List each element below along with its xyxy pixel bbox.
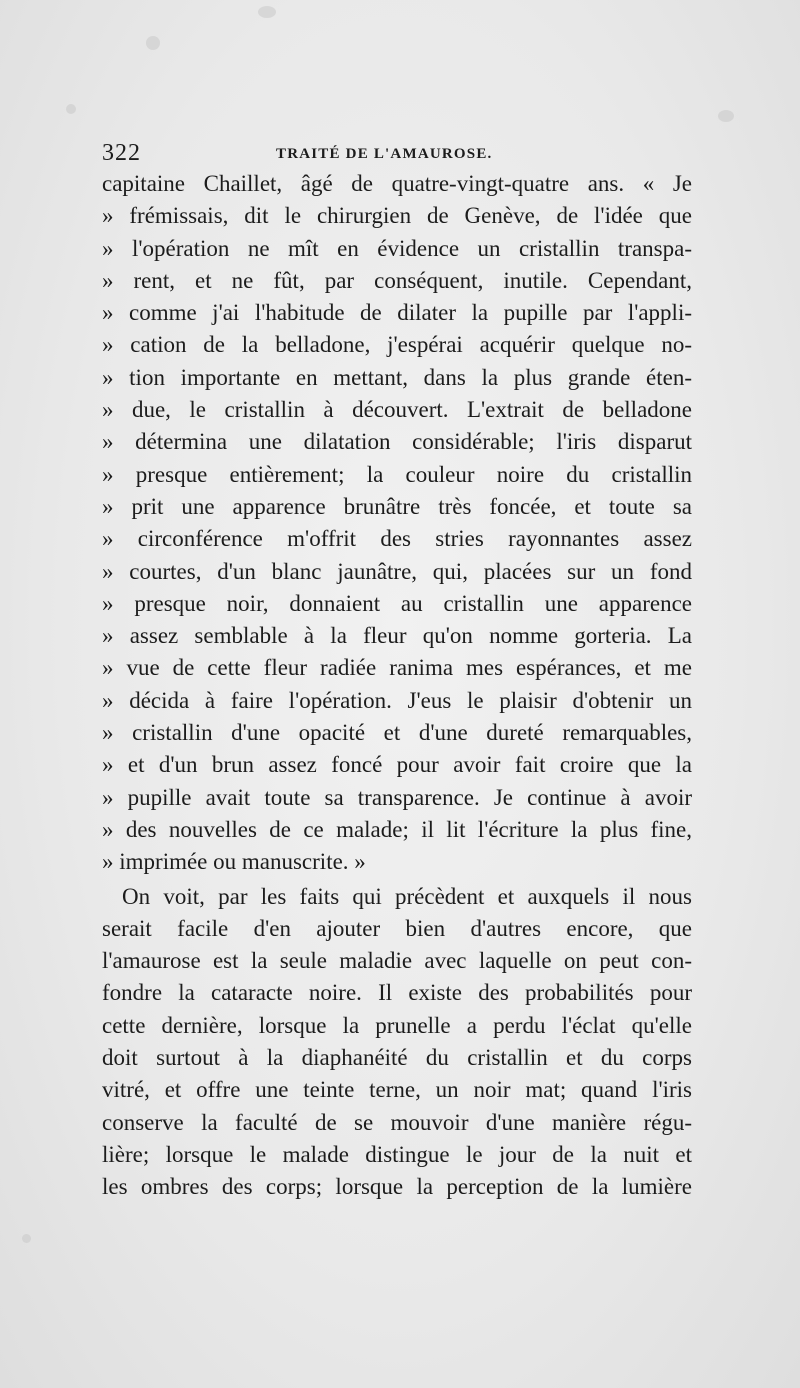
text-line: » tion importante en mettant, dans la plus grande éten-	[102, 364, 692, 390]
paper-speck	[146, 36, 160, 50]
text-line: » cristallin d'une opacité et d'une dureté remarquables,	[102, 720, 692, 746]
text-line: » l'opération ne mît en évidence un cristallin transpa-	[102, 235, 692, 261]
text-line: l'amaurose est la seule maladie avec laquelle on peut con-	[102, 948, 692, 974]
page-number: 322	[102, 140, 141, 166]
text-line: » vue de cette fleur radiée ranima mes espérances, et me	[102, 655, 692, 681]
text-line: » prit une apparence brunâtre très foncée, et toute sa	[102, 493, 692, 519]
text-line: » cation de la belladone, j'espérai acquérir quelque no-	[102, 332, 692, 358]
text-line: doit surtout à la diaphanéité du cristallin et du corps	[102, 1045, 692, 1071]
text-line: » des nouvelles de ce malade; il lit l'écriture la plus fine,	[102, 816, 692, 842]
text-line: les ombres des corps; lorsque la perception de la lumière	[102, 1174, 692, 1200]
text-line: » assez semblable à la fleur qu'on nomme gorteria. La	[102, 623, 692, 649]
text-line: » frémissais, dit le chirurgien de Genève, de l'idée que	[102, 203, 692, 229]
paper-speck	[258, 6, 276, 18]
paragraph-first-line: On voit, par les faits qui précèdent et auxquels il nous	[122, 883, 692, 909]
running-title: TRAITÉ DE L'AMAUROSE.	[276, 146, 493, 162]
text-line: fondre la cataracte noire. Il existe des probabilités pour	[102, 980, 692, 1006]
text-line: serait facile d'en ajouter bien d'autres encore, que	[102, 915, 692, 941]
page-header	[102, 140, 692, 168]
text-line: » presque noir, donnaient au cristallin une apparence	[102, 590, 692, 616]
text-line: » courtes, d'un blanc jaunâtre, qui, placées sur un fond	[102, 558, 692, 584]
text-line: » décida à faire l'opération. J'eus le plaisir d'obtenir un	[102, 687, 692, 713]
text-line: cette dernière, lorsque la prunelle a perdu l'éclat qu'elle	[102, 1012, 692, 1038]
paper-speck	[22, 1234, 31, 1243]
text-line: » pupille avait toute sa transparence. Je continue à avoir	[102, 784, 692, 810]
text-line: » comme j'ai l'habitude de dilater la pupille par l'appli-	[102, 300, 692, 326]
text-line: » détermina une dilatation considérable; l'iris disparut	[102, 429, 692, 455]
text-line: capitaine Chaillet, âgé de quatre-vingt-quatre ans. « Je	[102, 171, 692, 196]
text-line: vitré, et offre une teinte terne, un noir mat; quand l'iris	[102, 1077, 692, 1103]
text-line: conserve la faculté de se mouvoir d'une manière régu-	[102, 1109, 692, 1135]
text-line: » et d'un brun assez foncé pour avoir fait croire que la	[102, 752, 692, 778]
text-line: » presque entièrement; la couleur noire du cristallin	[102, 461, 692, 487]
body-text	[102, 168, 692, 1204]
text-line: lière; lorsque le malade distingue le jour de la nuit et	[102, 1141, 692, 1167]
text-line: » due, le cristallin à découvert. L'extrait de belladone	[102, 397, 692, 423]
text-line: » rent, et ne fût, par conséquent, inutile. Cependant,	[102, 267, 692, 293]
paper-speck	[718, 110, 734, 122]
text-line: » circonférence m'offrit des stries rayonnantes assez	[102, 526, 692, 552]
text-line: » imprimée ou manuscrite. »	[102, 849, 366, 875]
paper-speck	[66, 104, 76, 114]
